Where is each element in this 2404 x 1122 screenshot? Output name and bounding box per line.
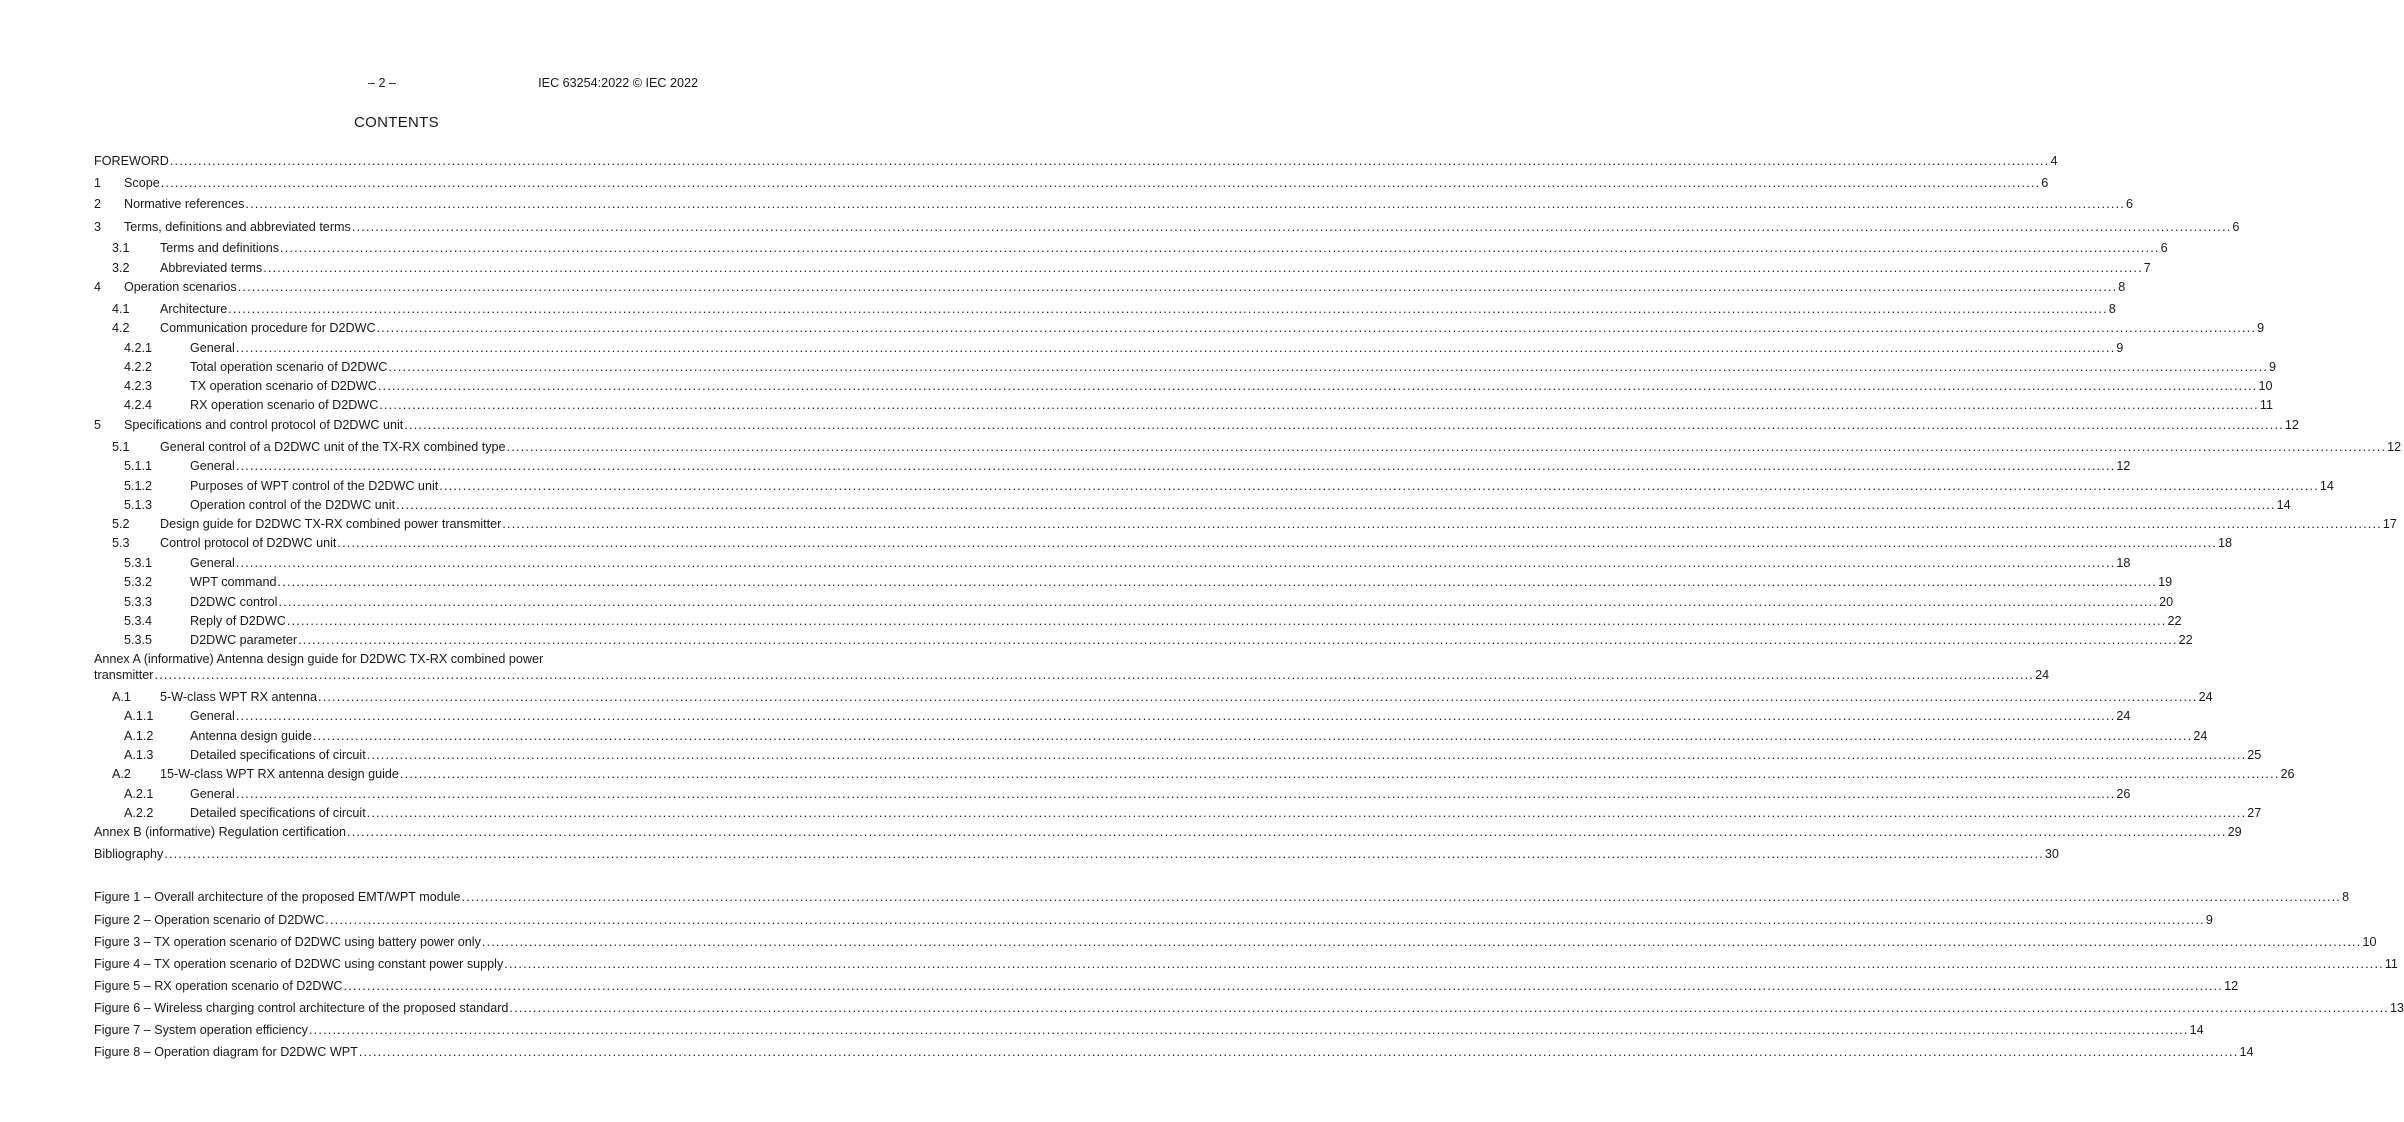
entry-page: 9 <box>2257 321 2265 335</box>
entry-number: 4.2.3 <box>124 379 153 393</box>
dot-leader: ................................................................................................................................................................................................................................................................................................................................................................................................................ <box>160 176 2041 190</box>
dot-leader: ................................................................................................................................................................................................................................................................................................................................................................................................................ <box>308 1023 2189 1037</box>
toc-entry[interactable] <box>94 320 2265 336</box>
entry-number: 5.2 <box>112 517 130 531</box>
entry-page: 17 <box>2382 517 2397 531</box>
dot-leader: ................................................................................................................................................................................................................................................................................................................................................................................................................ <box>325 913 2205 927</box>
entry-page: 8 <box>2118 280 2126 294</box>
entry-number: A.1.1 <box>124 709 154 723</box>
entry-title: Figure 3 – TX operation scenario of D2DWC using battery power only <box>94 935 481 949</box>
entry-page: 7 <box>2143 261 2151 275</box>
entry-title: Figure 5 – RX operation scenario of D2DWC <box>94 979 343 993</box>
toc-entry[interactable] <box>94 219 2240 235</box>
dot-leader: ................................................................................................................................................................................................................................................................................................................................................................................................................ <box>351 220 2232 234</box>
dot-leader: ................................................................................................................................................................................................................................................................................................................................................................................................................ <box>396 498 2276 512</box>
figure-entry[interactable] <box>94 956 2398 972</box>
entry-page: 8 <box>2108 302 2116 316</box>
entry-title: General <box>190 459 235 473</box>
dot-leader: ................................................................................................................................................................................................................................................................................................................................................................................................................ <box>439 479 2319 493</box>
figure-entry[interactable] <box>94 1044 2254 1060</box>
toc-entry[interactable] <box>94 805 2262 821</box>
dot-leader: ................................................................................................................................................................................................................................................................................................................................................................................................................ <box>154 668 2035 682</box>
entry-title: Annex B (informative) Regulation certification <box>94 825 346 839</box>
toc-entry[interactable] <box>94 555 2131 571</box>
dot-leader: ................................................................................................................................................................................................................................................................................................................................................................................................................ <box>318 690 2198 704</box>
entry-title: Purposes of WPT control of the D2DWC unit <box>190 479 439 493</box>
entry-number: 3.1 <box>112 241 130 255</box>
entry-number: A.1.3 <box>124 748 154 762</box>
entry-page: 6 <box>2232 220 2240 234</box>
toc-entry[interactable] <box>94 708 2131 724</box>
entry-page: 13 <box>2390 1001 2404 1015</box>
entry-title: Operation scenarios <box>124 280 237 294</box>
toc-entry[interactable] <box>94 574 2173 590</box>
entry-page: 24 <box>2035 668 2050 682</box>
dot-leader: ................................................................................................................................................................................................................................................................................................................................................................................................................ <box>298 633 2178 647</box>
entry-title: FOREWORD <box>94 154 169 168</box>
toc-entry[interactable] <box>94 728 2208 744</box>
figure-entry[interactable] <box>94 978 2239 994</box>
entry-title: Scope <box>124 176 160 190</box>
dot-leader: ................................................................................................................................................................................................................................................................................................................................................................................................................ <box>235 787 2116 801</box>
entry-title: WPT command <box>190 575 277 589</box>
dot-leader: ................................................................................................................................................................................................................................................................................................................................................................................................................ <box>286 614 2167 628</box>
entry-title: Control protocol of D2DWC unit <box>160 536 337 550</box>
toc-entry[interactable] <box>94 478 2334 494</box>
toc-entry[interactable] <box>94 613 2182 629</box>
entry-title: Figure 4 – TX operation scenario of D2DWC using constant power supply <box>94 957 504 971</box>
entry-page: 25 <box>2247 748 2262 762</box>
entry-page: 6 <box>2041 176 2049 190</box>
entry-number: A.2.1 <box>124 787 154 801</box>
entry-title: Operation control of the D2DWC unit <box>190 498 396 512</box>
entry-page: 14 <box>2189 1023 2204 1037</box>
page-number: – 2 – <box>368 76 397 90</box>
dot-leader: ................................................................................................................................................................................................................................................................................................................................................................................................................ <box>235 709 2116 723</box>
entry-page: 24 <box>2116 709 2131 723</box>
entry-number: A.1.2 <box>124 729 154 743</box>
entry-number: 5.3 <box>112 536 130 550</box>
entry-page: 10 <box>2362 935 2377 949</box>
dot-leader: ................................................................................................................................................................................................................................................................................................................................................................................................................ <box>228 302 2108 316</box>
entry-title: D2DWC control <box>190 595 278 609</box>
dot-leader: ................................................................................................................................................................................................................................................................................................................................................................................................................ <box>461 890 2342 904</box>
entry-title: Normative references <box>124 197 245 211</box>
entry-number: 5.3.5 <box>124 633 153 647</box>
entry-number: 5.1 <box>112 440 130 454</box>
entry-title: Specifications and control protocol of D2DWC unit <box>124 418 404 432</box>
entry-number: 3 <box>94 220 102 234</box>
toc-entry[interactable] <box>94 301 2116 317</box>
entry-number: 4.2.2 <box>124 360 153 374</box>
entry-title: General <box>190 709 235 723</box>
toc-entry[interactable] <box>94 786 2131 802</box>
entry-title: General <box>190 556 235 570</box>
entry-title: Antenna design guide <box>190 729 312 743</box>
entry-title: transmitter <box>94 668 154 682</box>
dot-leader: ................................................................................................................................................................................................................................................................................................................................................................................................................ <box>337 536 2217 550</box>
entry-title: General control of a D2DWC unit of the TX-RX combined type <box>160 440 506 454</box>
dot-leader: ................................................................................................................................................................................................................................................................................................................................................................................................................ <box>312 729 2193 743</box>
entry-title: Figure 8 – Operation diagram for D2DWC WPT <box>94 1045 358 1059</box>
entry-page: 30 <box>2044 847 2059 861</box>
dot-leader: ................................................................................................................................................................................................................................................................................................................................................................................................................ <box>399 767 2280 781</box>
entry-page: 6 <box>2160 241 2168 255</box>
entry-page: 4 <box>2050 154 2058 168</box>
entry-number: 5 <box>94 418 102 432</box>
dot-leader: ................................................................................................................................................................................................................................................................................................................................................................................................................ <box>404 418 2284 432</box>
entry-page: 27 <box>2247 806 2262 820</box>
entry-title: Architecture <box>160 302 228 316</box>
entry-title-line1: Annex A (informative) Antenna design guide for D2DWC TX-RX combined power <box>94 652 544 666</box>
toc-entry[interactable] <box>94 439 2402 455</box>
entry-number: 4.2.4 <box>124 398 153 412</box>
entry-page: 24 <box>2193 729 2208 743</box>
entry-number: A.2.2 <box>124 806 154 820</box>
entry-page: 10 <box>2258 379 2273 393</box>
entry-title: Detailed specifications of circuit <box>190 806 366 820</box>
toc-entry[interactable] <box>94 340 2124 356</box>
entry-page: 9 <box>2205 913 2213 927</box>
figure-entry[interactable] <box>94 1022 2204 1038</box>
entry-number: 5.3.2 <box>124 575 153 589</box>
entry-title: Terms, definitions and abbreviated terms <box>124 220 351 234</box>
entry-page: 18 <box>2217 536 2232 550</box>
toc-entry[interactable] <box>94 378 2273 394</box>
entry-title: RX operation scenario of D2DWC <box>190 398 379 412</box>
dot-leader: ................................................................................................................................................................................................................................................................................................................................................................................................................ <box>280 241 2160 255</box>
page-header <box>0 76 793 92</box>
figure-entry[interactable] <box>94 912 2213 928</box>
dot-leader: ................................................................................................................................................................................................................................................................................................................................................................................................................ <box>235 341 2116 355</box>
entry-number: 4.1 <box>112 302 130 316</box>
toc-entry[interactable] <box>94 397 2273 413</box>
toc-entry[interactable] <box>94 260 2151 276</box>
figure-entry[interactable] <box>94 1000 2404 1016</box>
toc-entry[interactable] <box>94 359 2276 375</box>
entry-number: 4.2 <box>112 321 130 335</box>
toc-entry[interactable] <box>94 417 2299 433</box>
entry-title: Abbreviated terms <box>160 261 263 275</box>
toc-entry[interactable] <box>94 516 2397 532</box>
figure-entry[interactable] <box>94 934 2377 950</box>
toc-entry[interactable] <box>94 153 2058 169</box>
page-title: CONTENTS <box>354 114 439 131</box>
dot-leader: ................................................................................................................................................................................................................................................................................................................................................................................................................ <box>504 957 2384 971</box>
dot-leader: ................................................................................................................................................................................................................................................................................................................................................................................................................ <box>376 321 2257 335</box>
entry-title: Figure 6 – Wireless charging control architecture of the proposed standard <box>94 1001 509 1015</box>
dot-leader: ................................................................................................................................................................................................................................................................................................................................................................................................................ <box>263 261 2143 275</box>
toc-entry[interactable] <box>94 497 2291 513</box>
dot-leader: ................................................................................................................................................................................................................................................................................................................................................................................................................ <box>358 1045 2239 1059</box>
entry-page: 6 <box>2125 197 2133 211</box>
entry-number: 5.3.4 <box>124 614 153 628</box>
toc-entry[interactable] <box>94 651 2050 683</box>
dot-leader: ................................................................................................................................................................................................................................................................................................................................................................................................................ <box>343 979 2224 993</box>
entry-title: Total operation scenario of D2DWC <box>190 360 388 374</box>
dot-leader: ................................................................................................................................................................................................................................................................................................................................................................................................................ <box>379 398 2259 412</box>
entry-title: Figure 2 – Operation scenario of D2DWC <box>94 913 325 927</box>
dot-leader: ................................................................................................................................................................................................................................................................................................................................................................................................................ <box>388 360 2268 374</box>
entry-page: 19 <box>2158 575 2173 589</box>
dot-leader: ................................................................................................................................................................................................................................................................................................................................................................................................................ <box>169 154 2050 168</box>
toc-entry[interactable] <box>94 458 2131 474</box>
entry-title: General <box>190 787 235 801</box>
entry-page: 12 <box>2224 979 2239 993</box>
entry-title: Terms and definitions <box>160 241 280 255</box>
toc-entry[interactable] <box>94 279 2126 295</box>
entry-number: 2 <box>94 197 102 211</box>
dot-leader: ................................................................................................................................................................................................................................................................................................................................................................................................................ <box>366 748 2247 762</box>
entry-page: 14 <box>2276 498 2291 512</box>
dot-leader: ................................................................................................................................................................................................................................................................................................................................................................................................................ <box>235 556 2116 570</box>
entry-title: Detailed specifications of circuit <box>190 748 366 762</box>
entry-page: 11 <box>2259 398 2273 412</box>
entry-page: 22 <box>2167 614 2182 628</box>
standard-reference: IEC 63254:2022 © IEC 2022 <box>538 76 698 90</box>
entry-page: 18 <box>2116 556 2131 570</box>
dot-leader: ................................................................................................................................................................................................................................................................................................................................................................................................................ <box>235 459 2116 473</box>
toc-entry[interactable] <box>94 766 2295 782</box>
entry-page: 12 <box>2116 459 2131 473</box>
dot-leader: ................................................................................................................................................................................................................................................................................................................................................................................................................ <box>366 806 2247 820</box>
entry-page: 8 <box>2342 890 2350 904</box>
dot-leader: ................................................................................................................................................................................................................................................................................................................................................................................................................ <box>481 935 2362 949</box>
entry-page: 22 <box>2178 633 2193 647</box>
entry-title: 15-W-class WPT RX antenna design guide <box>160 767 399 781</box>
entry-title: TX operation scenario of D2DWC <box>190 379 377 393</box>
entry-number: 1 <box>94 176 102 190</box>
dot-leader: ................................................................................................................................................................................................................................................................................................................................................................................................................ <box>502 517 2382 531</box>
entry-title: D2DWC parameter <box>190 633 298 647</box>
entry-number: 4.2.1 <box>124 341 153 355</box>
toc-entry[interactable] <box>94 175 2049 191</box>
entry-title: Bibliography <box>94 847 164 861</box>
entry-page: 29 <box>2227 825 2242 839</box>
entry-page: 24 <box>2198 690 2213 704</box>
entry-page: 26 <box>2280 767 2295 781</box>
dot-leader: ................................................................................................................................................................................................................................................................................................................................................................................................................ <box>509 1001 2389 1015</box>
toc-entry[interactable] <box>94 824 2242 840</box>
toc-entry[interactable] <box>94 846 2059 862</box>
entry-title: Communication procedure for D2DWC <box>160 321 376 335</box>
entry-page: 14 <box>2319 479 2334 493</box>
entry-page: 26 <box>2116 787 2131 801</box>
toc-entry[interactable] <box>94 196 2133 212</box>
entry-title: General <box>190 341 235 355</box>
entry-page: 11 <box>2384 957 2398 971</box>
dot-leader: ................................................................................................................................................................................................................................................................................................................................................................................................................ <box>506 440 2387 454</box>
entry-page: 20 <box>2159 595 2174 609</box>
entry-number: 5.3.1 <box>124 556 153 570</box>
figure-entry[interactable] <box>94 889 2350 905</box>
dot-leader: ................................................................................................................................................................................................................................................................................................................................................................................................................ <box>277 575 2158 589</box>
entry-number: 5.1.1 <box>124 459 153 473</box>
entry-number: 5.1.3 <box>124 498 153 512</box>
entry-page: 14 <box>2239 1045 2254 1059</box>
entry-number: 4 <box>94 280 102 294</box>
dot-leader: ................................................................................................................................................................................................................................................................................................................................................................................................................ <box>245 197 2125 211</box>
toc-entry[interactable] <box>94 240 2168 256</box>
entry-number: A.2 <box>112 767 131 781</box>
entry-page: 12 <box>2387 440 2402 454</box>
dot-leader: ................................................................................................................................................................................................................................................................................................................................................................................................................ <box>377 379 2258 393</box>
dot-leader: ................................................................................................................................................................................................................................................................................................................................................................................................................ <box>347 825 2227 839</box>
toc-entry[interactable] <box>94 632 2193 648</box>
entry-title: Reply of D2DWC <box>190 614 286 628</box>
entry-number: 5.1.2 <box>124 479 153 493</box>
toc-entry[interactable] <box>94 747 2262 763</box>
entry-title: Figure 7 – System operation efficiency <box>94 1023 308 1037</box>
entry-title: Design guide for D2DWC TX-RX combined power transmitter <box>160 517 502 531</box>
toc-entry[interactable] <box>94 535 2232 551</box>
entry-page: 9 <box>2116 341 2124 355</box>
dot-leader: ................................................................................................................................................................................................................................................................................................................................................................................................................ <box>278 595 2159 609</box>
dot-leader: ................................................................................................................................................................................................................................................................................................................................................................................................................ <box>164 847 2044 861</box>
toc-entry[interactable] <box>94 594 2174 610</box>
entry-page: 9 <box>2268 360 2276 374</box>
entry-number: 3.2 <box>112 261 130 275</box>
entry-number: 5.3.3 <box>124 595 153 609</box>
toc-entry[interactable] <box>94 689 2213 705</box>
entry-number: A.1 <box>112 690 131 704</box>
entry-page: 12 <box>2284 418 2299 432</box>
entry-title: 5-W-class WPT RX antenna <box>160 690 318 704</box>
entry-title: Figure 1 – Overall architecture of the proposed EMT/WPT module <box>94 890 461 904</box>
dot-leader: ................................................................................................................................................................................................................................................................................................................................................................................................................ <box>237 280 2118 294</box>
